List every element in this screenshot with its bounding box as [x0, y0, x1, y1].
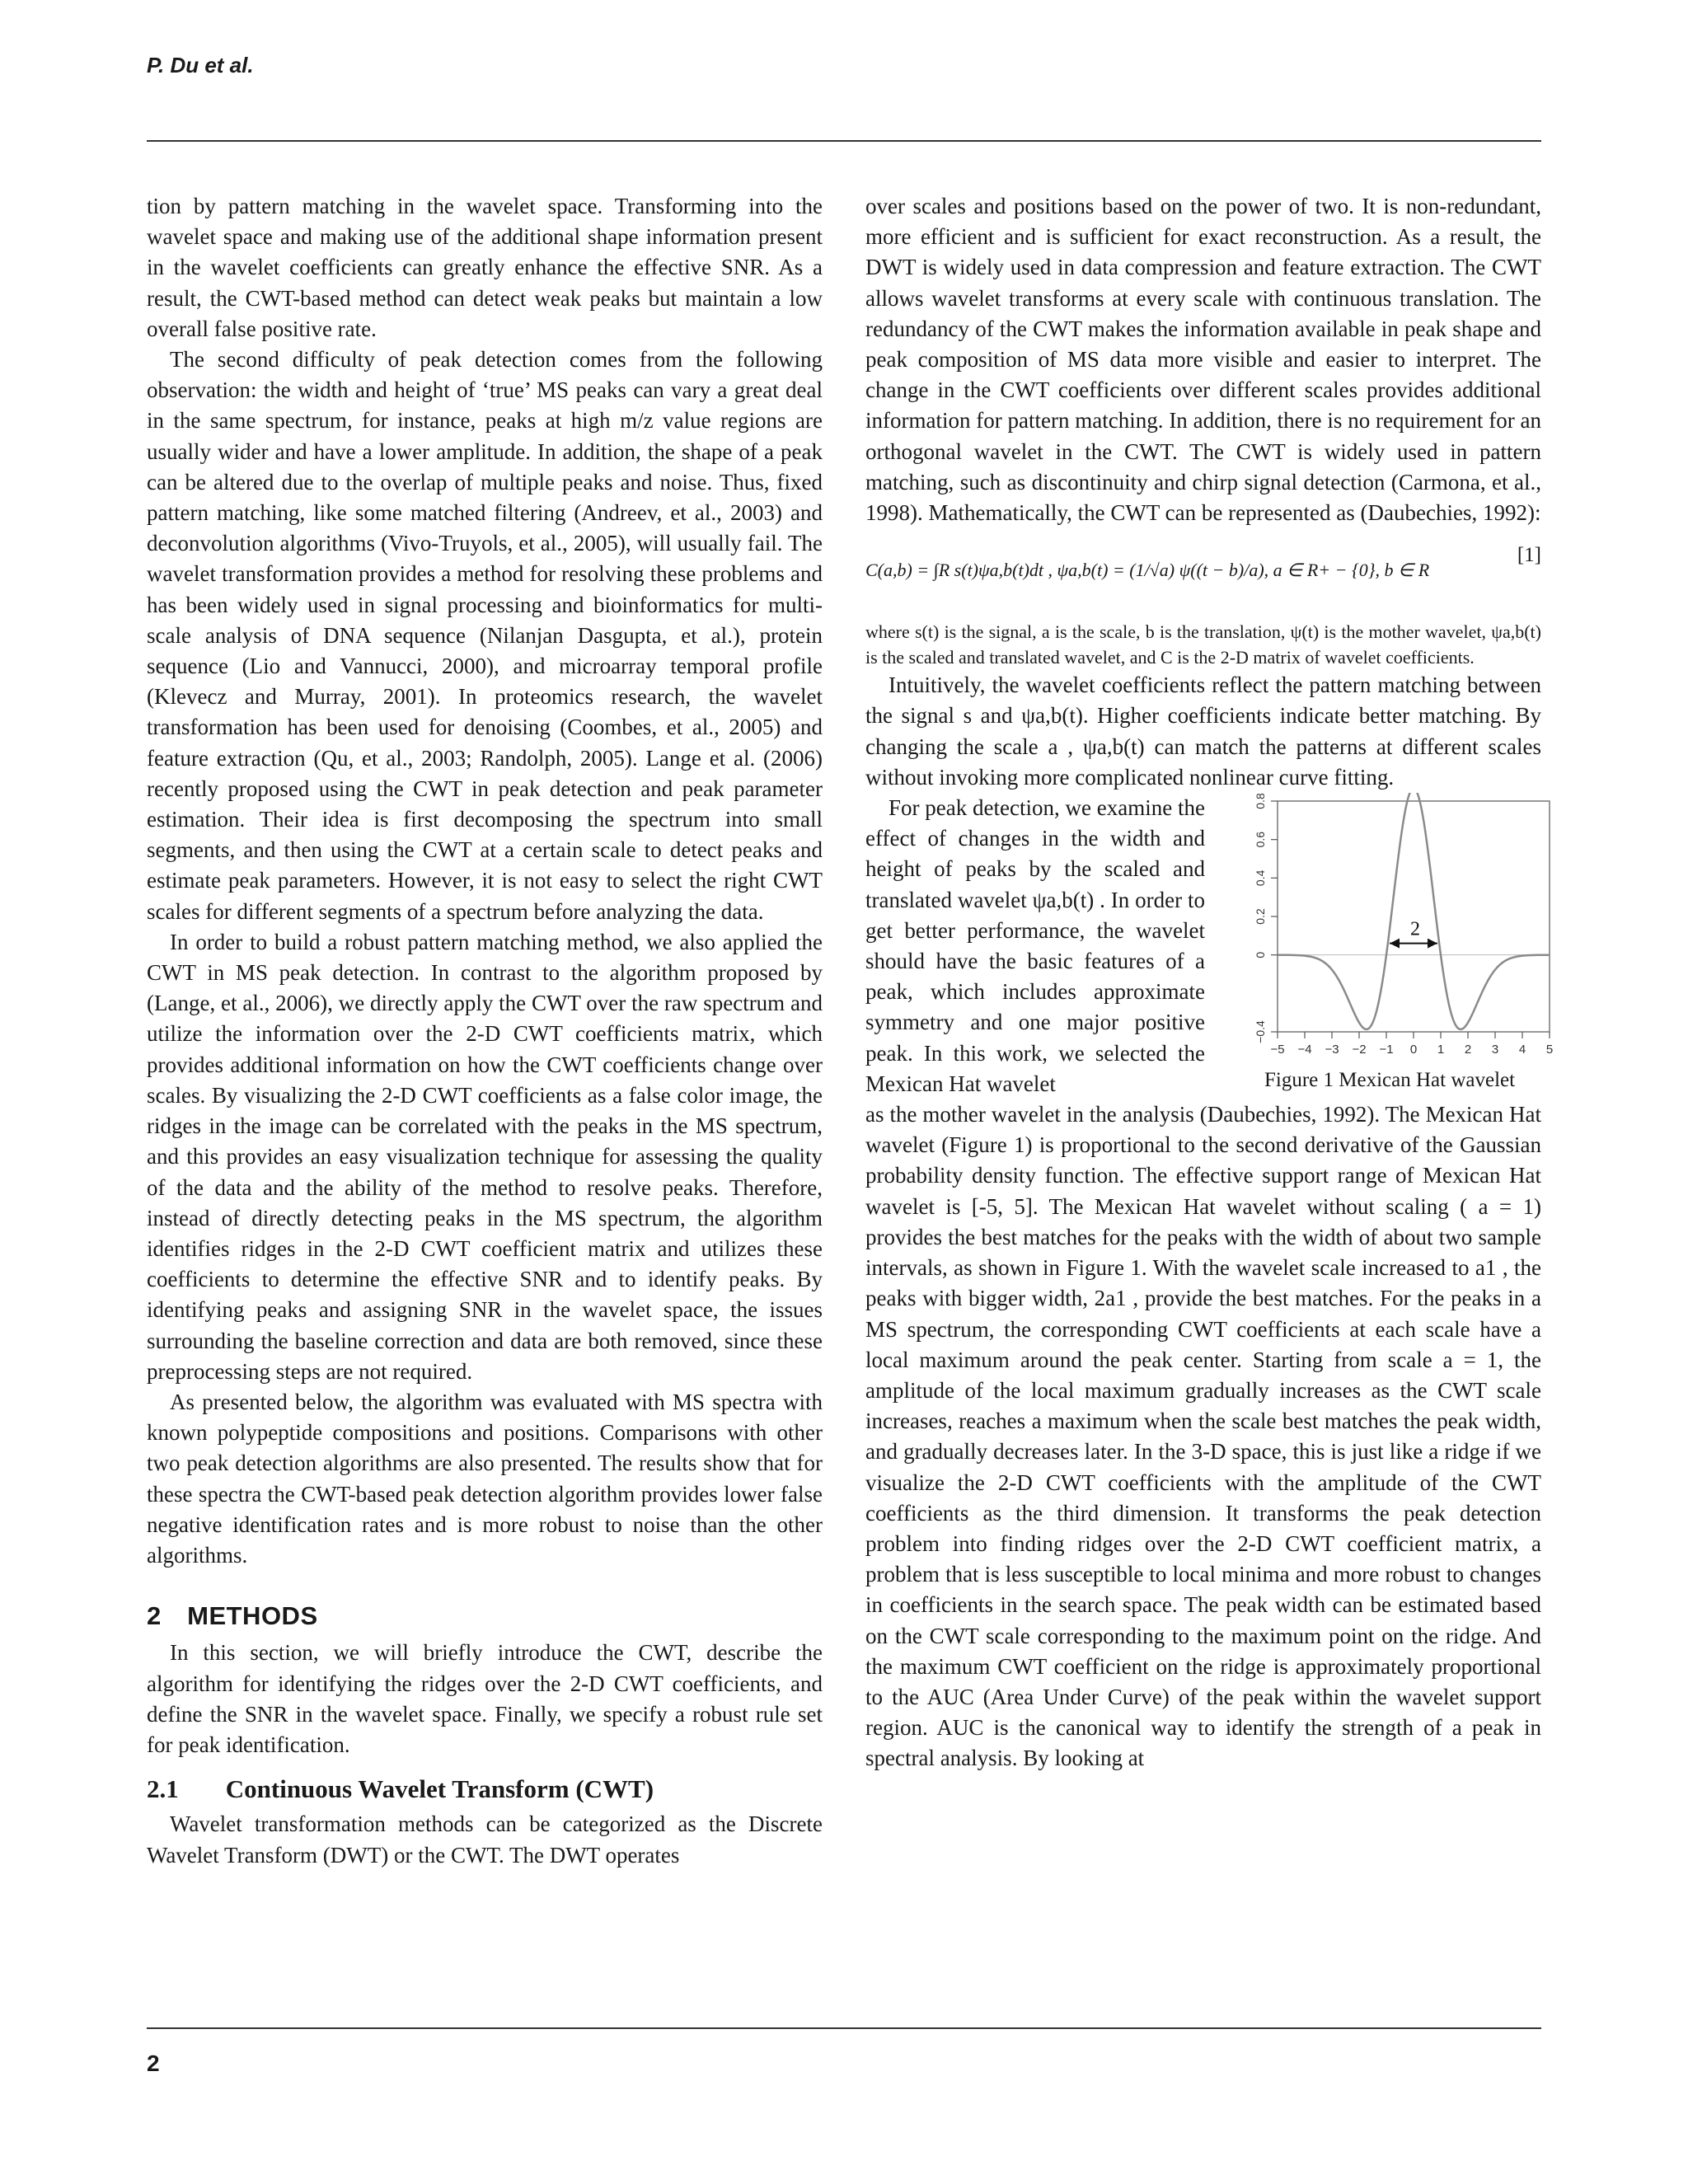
y-tick-label: 0.6 — [1254, 831, 1267, 848]
x-tick-label: 5 — [1545, 1043, 1554, 1057]
series-line — [1278, 793, 1550, 1029]
plot-frame — [1278, 801, 1550, 1032]
paragraph: over scales and positions based on the power of two. It is non-redundant, more efficient and is sufficient for exact reconstruction. As a result, the DWT is widely used in data compression and feature extraction. The CWT allows wavelet transforms at every scale with continuous translation. The redundancy of the CWT makes the information available in peak shape and peak composition of MS data more visible and easier to interpret. The change in the CWT coefficients over different scales provides additional information for pattern matching. In addition, there is no requirement for an orthogonal wavelet in the CWT. The CWT is widely used in pattern matching, such as discontinuity and chirp signal detection (Carmona, et al., 1998). Mathematically, the CWT can be represented as (Daubechies, 1992): — [865, 194, 1541, 526]
page-number: 2 — [147, 2050, 160, 2076]
subsection-title: Continuous Wavelet Transform (CWT) — [225, 1774, 654, 1804]
y-tick-label: 0 — [1254, 951, 1267, 958]
x-tick-label: −5 — [1270, 1043, 1285, 1057]
paragraph: Wavelet transformation methods can be categorized as the Discrete Wavelet Transform (DWT) or the CWT. The DWT operates — [147, 1811, 823, 1868]
paragraph: For peak detection, we examine the effect of changes in the width and height of peaks by the scaled and translated wavelet ψa,b(t) . In order to get better performance, the wavelet should have the basic features of a peak, which includes approximate symmetry and one major positive peak. In this work, we selected the Mexican Hat wavelet — [865, 795, 1205, 1096]
arrow-head-right — [1428, 939, 1437, 949]
paragraph: The second difficulty of peak detection comes from the following observation: the width and height of ‘true’ MS peaks can vary a great deal in the same spectrum, for instance, peaks at high m/z value regions are usually wider and have a lower amplitude. In addition, the shape of a peak can be altered due to the overlap of multiple peaks and noise. Thus, fixed pattern matching, like some matched filtering (Andreev, et al., 2003) and deconvolution algorithms (Vivo-Truyols, et al., 2005), will usually fail. The wavelet transformation provides a method for resolving these problems and has been widely used in signal processing and bioinformatics for multi-scale analysis of DNA sequence (Nilanjan Dasgupta, et al.), protein sequence (Lio and Vannucci, 2000), and microarray temporal profile (Klevecz and Murray, 2001). In proteomics research, the wavelet transformation has been used for denoising (Coombes, et al., 2005) and feature extraction (Qu, et al., 2003; Randolph, 2005). Lange et al. (2006) recently proposed using the CWT in peak detection and peak parameter estimation. Their idea is first decomposing the spectrum into small segments, and then using the CWT at a certain scale to detect peaks and estimate peak parameters. However, it is not easy to select the right CWT scales for different segments of a spectrum before analyzing the data. — [147, 347, 823, 924]
equation-1 — [865, 540, 1541, 604]
x-tick-label: −2 — [1352, 1043, 1367, 1057]
section-title: METHODS — [187, 1601, 318, 1631]
x-tick-label: 0 — [1409, 1043, 1418, 1057]
equation-definitions: where s(t) is the signal, a is the scale, b is the translation, ψ(t) is the mother wavelet, ψa,b(t) is the scaled and translated wavelet, and C is the 2-D matrix of wavelet coefficients. — [865, 621, 1541, 668]
y-tick-label: 0.4 — [1254, 869, 1267, 887]
arrow-head-left — [1390, 939, 1400, 949]
figure-caption: Figure 1 Mexican Hat wavelet — [1264, 1069, 1516, 1092]
equation-body: C(a,b) = ∫R s(t)ψa,b(t)dt , ψa,b(t) = (1/√a) ψ((t − b)/a), a ∈ R+ − {0}, b ∈ R — [865, 560, 1430, 581]
x-tick-label: 1 — [1437, 1043, 1445, 1057]
figure-1 — [1228, 793, 1558, 1065]
figure-wrap — [865, 793, 1554, 1099]
paragraph: Intuitively, the wavelet coefficients reflect the pattern matching between the signal s and ψa,b(t). Higher coefficients indicate better matching. By changing the scale a , ψa,b(t) can match the patterns at different scales without invoking more complicated nonlinear curve fitting. — [865, 673, 1541, 790]
paragraph: In order to build a robust pattern matching method, we also applied the CWT in MS peak detection. In contrast to the algorithm proposed by (Lange, et al., 2006), we directly apply the CWT over the raw spectrum and utilize the information over the 2-D CWT coefficients matrix, which provides additional information on how the CWT coefficients change over scales. By visualizing the 2-D CWT coefficients as a false color image, the ridges in the image can be correlated with the peaks in the MS spectrum, and this provides an easy visualization technique for assessing the quality of the data and the ability of the method to resolve peaks. Therefore, instead of directly detecting peaks in the MS spectrum, the algorithm identifies ridges in the 2-D CWT coefficient matrix and utilizes these coefficients to determine the effective SNR and to identify peaks. By identifying peaks and assigning SNR in the wavelet space, the issues surrounding the baseline correction and data are both removed, since these preprocessing steps are not required. — [147, 929, 823, 1384]
x-tick-label: −1 — [1379, 1043, 1394, 1057]
paragraph: as the mother wavelet in the analysis (Daubechies, 1992). The Mexican Hat wavelet (Figure 1) is proportional to the second derivative of the Gaussian probability density function. The effective support range of Mexican Hat wavelet is [-5, 5]. The Mexican Hat wavelet without scaling ( a = 1) provides the best matches for the peaks with the width of about two sample intervals, as shown in Figure 1. With the wavelet scale increased to a1 , the peaks with bigger width, 2a1 , provide the best matches. For the peaks in a MS spectrum, the corresponding CWT coefficients at each scale have a local maximum around the peak center. Starting from scale a = 1, the amplitude of the local maximum gradually increases as the CWT scale increases, reaches a maximum when the scale best matches the peak width, and gradually decreases later. In the 3-D space, this is just like a ridge if we visualize the 2-D CWT coefficients with the amplitude of the CWT coefficients as the third dimension. It transforms the peak detection problem into finding ridges over the 2-D CWT coefficient matrix, a problem that is less susceptible to local minima and more robust to changes in coefficients in the search space. The peak width can be estimated based on the CWT scale corresponding to the maximum point on the ridge. And the maximum CWT coefficient on the ridge is approximately proportional to the AUC (Area Under Curve) of the peak within the wavelet support region. AUC is the canonical way to identify the strength of a peak in spectral analysis. By looking at — [865, 1102, 1541, 1771]
subsection-number: 2.1 — [147, 1774, 179, 1804]
paragraph: As presented below, the algorithm was evaluated with MS spectra with known polypeptide compositions and positions. Comparisons with other two peak detection algorithms are also presented. The results show that for these spectra the CWT-based peak detection algorithm provides lower false negative identification rates and is more robust to noise than the other algorithms. — [147, 1389, 823, 1568]
equation-number: [1] — [1517, 544, 1541, 567]
x-tick-label: −3 — [1325, 1043, 1339, 1057]
section-number: 2 — [147, 1601, 162, 1631]
x-tick-label: −4 — [1297, 1043, 1312, 1057]
footer-rule — [147, 2027, 1541, 2029]
y-tick-label: −0.4 — [1254, 1020, 1267, 1043]
header-rule — [147, 140, 1541, 142]
right-column — [865, 191, 1554, 1774]
left-column — [147, 191, 823, 1871]
x-tick-label: 2 — [1464, 1043, 1472, 1057]
running-header-author: P. Du et al. — [147, 53, 254, 77]
y-tick-label: 0.8 — [1254, 793, 1267, 809]
x-tick-label: 3 — [1491, 1043, 1499, 1057]
paragraph: tion by pattern matching in the wavelet space. Transforming into the wavelet space and making use of the additional shape information present in the wavelet coefficients can greatly enhance the effective SNR. As a result, the CWT-based method can detect weak peaks but maintain a low overall false positive rate. — [147, 194, 823, 341]
y-tick-label: 0.2 — [1254, 908, 1267, 925]
x-tick-label: 4 — [1518, 1043, 1526, 1057]
paragraph: In this section, we will briefly introduce the CWT, describe the algorithm for identifying the ridges over the 2-D CWT coefficients, and define the SNR in the wavelet space. Finally, we specify a robust rule set for peak identification. — [147, 1640, 823, 1757]
subsection-heading — [147, 1774, 823, 1804]
width-annotation: 2 — [1410, 918, 1420, 940]
section-heading — [147, 1601, 823, 1631]
mexican-hat-chart — [1228, 793, 1558, 1065]
